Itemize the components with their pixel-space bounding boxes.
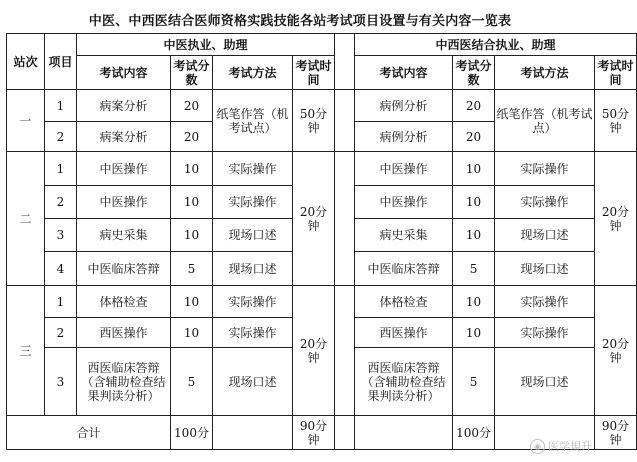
header-method: 考试方法: [495, 56, 595, 90]
total-icwm-time: 90分钟: [595, 416, 637, 450]
icwm-method: 现场口述: [495, 219, 595, 252]
tcm-score: 10: [171, 186, 213, 219]
exam-table: [6, 33, 637, 450]
table-row: [7, 286, 637, 318]
tcm-method: 纸笔作答（机考试点）: [213, 90, 293, 152]
icwm-method: 实际操作: [495, 152, 595, 186]
tcm-method: 实际操作: [213, 286, 293, 318]
tcm-score: 5: [171, 252, 213, 286]
tcm-method: 实际操作: [213, 152, 293, 186]
icwm-time: 20分钟: [595, 286, 637, 416]
icwm-content: 西医操作: [355, 318, 453, 348]
header-content: 考试内容: [355, 56, 453, 90]
watermark-text: 医学規升: [548, 440, 592, 453]
icwm-time: 50分钟: [595, 90, 637, 152]
item-no: 4: [45, 252, 77, 286]
tcm-content: 西医临床答辩（含辅助检查结果判读分析）: [77, 348, 171, 416]
icwm-method: 实际操作: [495, 186, 595, 219]
gap-cell: [335, 416, 355, 450]
tcm-method: 现场口述: [213, 219, 293, 252]
tcm-method: 实际操作: [213, 318, 293, 348]
tcm-content: 中医操作: [77, 186, 171, 219]
icwm-time: 20分钟: [595, 152, 637, 286]
icwm-score: 5: [453, 348, 495, 416]
icwm-score: 20: [453, 122, 495, 152]
item-no: 3: [45, 348, 77, 416]
tcm-content: 中医临床答辩: [77, 252, 171, 286]
tcm-time: 20分钟: [293, 152, 335, 286]
icwm-score: 10: [453, 286, 495, 318]
table-row: [7, 90, 637, 122]
tcm-score: 20: [171, 90, 213, 122]
icwm-content: 病例分析: [355, 90, 453, 122]
header-row: [7, 34, 637, 56]
item-no: 2: [45, 318, 77, 348]
tcm-score: 10: [171, 219, 213, 252]
item-no: 2: [45, 122, 77, 152]
station-cell: 一: [7, 90, 45, 152]
icwm-content: 中医操作: [355, 152, 453, 186]
table-row: [7, 152, 637, 186]
watermark: [530, 438, 592, 454]
gap-cell: [335, 90, 355, 152]
icwm-score: 10: [453, 318, 495, 348]
circle-logo-icon: ◉: [530, 439, 545, 454]
gap-cell: [335, 34, 355, 90]
item-no: 1: [45, 152, 77, 186]
icwm-content: 西医临床答辩（含辅助检查结果判读分析）: [355, 348, 453, 416]
tcm-method: 现场口述: [213, 348, 293, 416]
page-title: 中医、中西医结合医师资格实践技能各站考试项目设置与有关内容一览表: [88, 14, 512, 29]
header-content: 考试内容: [77, 56, 171, 90]
icwm-method: 现场口述: [495, 348, 595, 416]
icwm-content: 中医操作: [355, 186, 453, 219]
tcm-content: 西医操作: [77, 318, 171, 348]
tcm-content: 病案分析: [77, 90, 171, 122]
icwm-content: 病史采集: [355, 219, 453, 252]
gap-cell: [335, 286, 355, 416]
icwm-score: 10: [453, 186, 495, 219]
icwm-method: 实际操作: [495, 286, 595, 318]
tcm-time: 50分钟: [293, 90, 335, 152]
item-no: 1: [45, 90, 77, 122]
station-cell: 三: [7, 286, 45, 416]
station-cell: 二: [7, 152, 45, 286]
icwm-content: 中医临床答辩: [355, 252, 453, 286]
tcm-score: 10: [171, 152, 213, 186]
tcm-content: 体格检查: [77, 286, 171, 318]
header-tcm-group: 中医执业、助理: [77, 34, 335, 56]
icwm-content: 病例分析: [355, 122, 453, 152]
icwm-content: 体格检查: [355, 286, 453, 318]
tcm-content: 病史采集: [77, 219, 171, 252]
total-tcm-method-blank: [213, 416, 293, 450]
header-item: 项目: [45, 34, 77, 90]
tcm-method: 现场口述: [213, 252, 293, 286]
header-row: [7, 56, 637, 90]
tcm-score: 10: [171, 318, 213, 348]
icwm-score: 10: [453, 152, 495, 186]
header-time: 考试时间: [293, 56, 335, 90]
tcm-method: 实际操作: [213, 186, 293, 219]
total-tcm-time: 90分钟: [293, 416, 335, 450]
item-no: 2: [45, 186, 77, 219]
icwm-method: 现场口述: [495, 252, 595, 286]
tcm-score: 20: [171, 122, 213, 152]
icwm-method: 纸笔作答（机考试点）: [495, 90, 595, 152]
total-label: 合计: [7, 416, 171, 450]
total-icwm-content-blank: [355, 416, 453, 450]
tcm-content: 病案分析: [77, 122, 171, 152]
tcm-content: 中医操作: [77, 152, 171, 186]
tcm-score: 5: [171, 348, 213, 416]
header-score: 考试分数: [171, 56, 213, 90]
header-station: 站次: [7, 34, 45, 90]
item-no: 3: [45, 219, 77, 252]
tcm-score: 10: [171, 286, 213, 318]
header-icwm-group: 中西医结合执业、助理: [355, 34, 637, 56]
tcm-time: 20分钟: [293, 286, 335, 416]
icwm-score: 5: [453, 252, 495, 286]
icwm-method: 实际操作: [495, 318, 595, 348]
header-method: 考试方法: [213, 56, 293, 90]
header-score: 考试分数: [453, 56, 495, 90]
gap-cell: [335, 152, 355, 286]
icwm-score: 10: [453, 219, 495, 252]
total-icwm-score: 100分: [453, 416, 495, 450]
item-no: 1: [45, 286, 77, 318]
total-tcm-score: 100分: [171, 416, 213, 450]
header-time: 考试时间: [595, 56, 637, 90]
icwm-score: 20: [453, 90, 495, 122]
